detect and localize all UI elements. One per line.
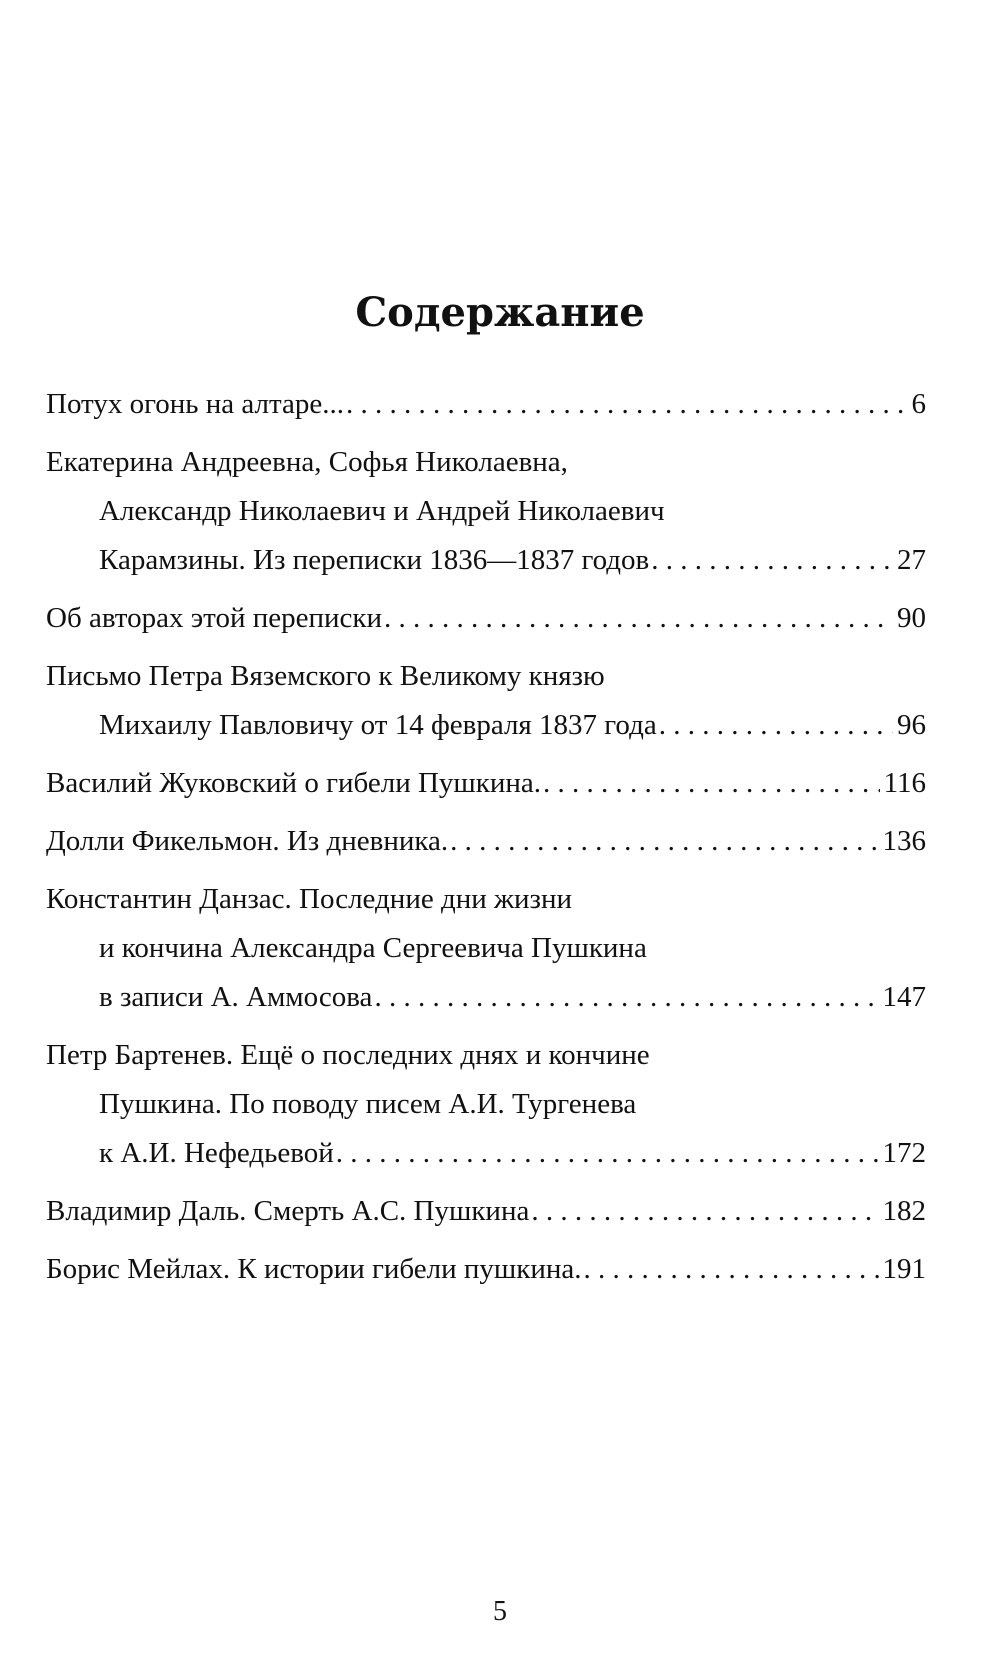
toc-entry (46, 759, 926, 808)
toc-entry (46, 1187, 926, 1236)
page-title: Содержание (355, 289, 645, 336)
toc-entry (46, 652, 926, 750)
toc-page-number: 116 (883, 767, 926, 799)
toc-entry-text: Петр Бартенев. Ещё о последних днях и кончине (46, 1039, 650, 1071)
dot-leader (543, 759, 880, 808)
toc-entry-last-line (46, 594, 926, 643)
toc-entry-text: в записи А. Аммосова (99, 981, 373, 1013)
toc-entry-text: Долли Фикельмон. Из дневника. (46, 825, 449, 857)
table-of-contents (46, 380, 926, 1303)
toc-entry-text: Константин Данзас. Последние дни жизни (46, 883, 573, 915)
toc-entry (46, 1031, 926, 1178)
toc-entry-last-line (46, 973, 926, 1022)
toc-entry-text: Потух огонь на алтаре... (46, 388, 345, 420)
toc-entry-text: Борис Мейлах. К истории гибели пушкина. (46, 1253, 582, 1285)
dot-leader (374, 973, 878, 1022)
toc-entry (46, 1245, 926, 1294)
dot-leader (584, 1245, 879, 1294)
toc-page-number: 90 (897, 602, 926, 634)
toc-entry-last-line (46, 1187, 926, 1236)
toc-entry (46, 875, 926, 1022)
dot-leader (336, 1129, 879, 1178)
toc-entry (46, 438, 926, 585)
toc-entry-text: и кончина Александра Сергеевича Пушкина (99, 932, 647, 964)
toc-entry-text: Карамзины. Из переписки 1836—1837 годов (99, 544, 650, 576)
toc-entry-text: Владимир Даль. Смерть А.С. Пушкина (46, 1195, 530, 1227)
toc-entry-last-line (46, 759, 926, 808)
dot-leader (384, 594, 893, 643)
toc-page-number: 96 (897, 709, 926, 741)
toc-entry (46, 594, 926, 643)
toc-entry-text: Об авторах этой переписки (46, 602, 382, 634)
toc-page-number: 172 (882, 1137, 926, 1169)
toc-page-number: 6 (911, 388, 926, 420)
dot-leader (659, 701, 893, 750)
toc-page-number: 27 (897, 544, 926, 576)
toc-entry-last-line (46, 380, 926, 429)
dot-leader (450, 817, 878, 866)
toc-entry-last-line (46, 1129, 926, 1178)
toc-entry-text: Екатерина Андреевна, Софья Николаевна, (46, 446, 568, 478)
toc-entry-text: к А.И. Нефедьевой (99, 1137, 334, 1169)
toc-entry (46, 817, 926, 866)
toc-entry-last-line (46, 1245, 926, 1294)
dot-leader (346, 380, 907, 429)
page-number: 5 (493, 1596, 507, 1627)
toc-entry-text: Письмо Петра Вяземского к Великому князю (46, 660, 605, 692)
dot-leader (651, 536, 893, 585)
toc-page-number: 136 (882, 825, 926, 857)
toc-page-number: 191 (882, 1253, 926, 1285)
toc-entry-last-line (46, 701, 926, 750)
toc-page-number: 182 (882, 1195, 926, 1227)
toc-entry-text: Михаилу Павловичу от 14 февраля 1837 года (99, 709, 657, 741)
toc-entry-last-line (46, 536, 926, 585)
toc-entry-text: Александр Николаевич и Андрей Николаевич (99, 495, 665, 527)
toc-entry-last-line (46, 817, 926, 866)
dot-leader (531, 1187, 878, 1236)
toc-page-number: 147 (882, 981, 926, 1013)
toc-entry-text: Василий Жуковский о гибели Пушкина. (46, 767, 541, 799)
toc-entry (46, 380, 926, 429)
toc-entry-text: Пушкина. По поводу писем А.И. Тургенева (99, 1088, 637, 1120)
